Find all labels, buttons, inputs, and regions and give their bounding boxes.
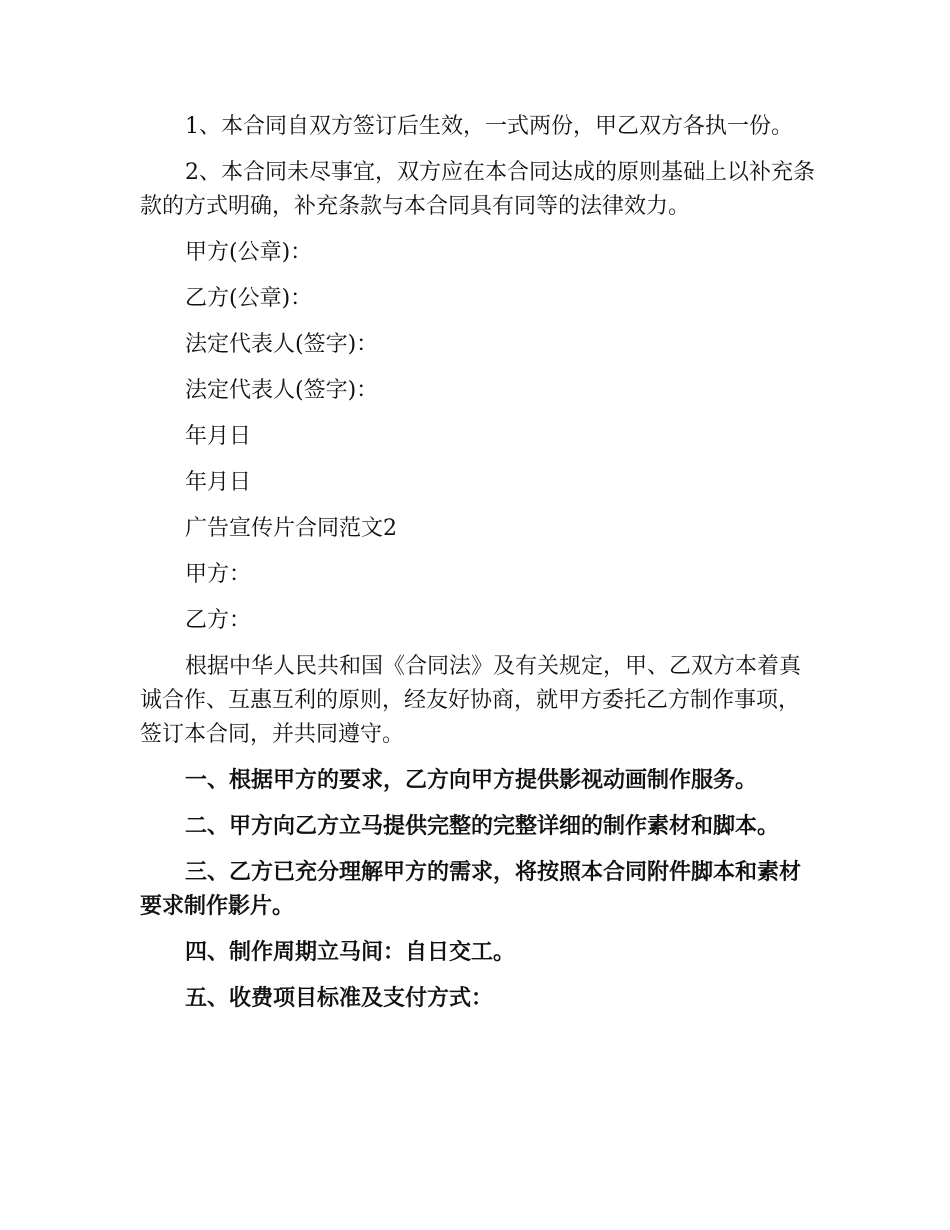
clause-supplement: 2、本合同未尽事宜，双方应在本合同达成的原则基础上以补充条款的方式明确，补充条款与本合同具有同等的法律效力。 (140, 160, 815, 219)
legal-rep-signature-b: 法定代表人(签字)： (185, 378, 379, 403)
article-4: 四、制作周期立马间：自日交工。 (185, 940, 516, 965)
article-2: 二、甲方向乙方立马提供完整的完整详细的制作素材和脚本。 (185, 814, 780, 839)
party-b-seal: 乙方(公章)： (185, 286, 313, 311)
clause-effective: 1、本合同自双方签订后生效，一式两份，甲乙双方各执一份。 (185, 114, 793, 139)
article-1: 一、根据甲方的要求，乙方向甲方提供影视动画制作服务。 (185, 768, 758, 793)
article-3: 三、乙方已充分理解甲方的需求，将按照本合同附件脚本和素材要求制作影片。 (140, 860, 802, 919)
section-title: 广告宣传片合同范文2 (185, 516, 397, 541)
party-a-seal: 甲方(公章)： (185, 240, 313, 265)
preamble: 根据中华人民共和国《合同法》及有关规定，甲、乙双方本着真诚合作、互惠互利的原则，经友好协商，就甲方委托乙方制作事项，签订本合同，并共同遵守。 (140, 654, 802, 747)
article-5: 五、收费项目标准及支付方式： (185, 986, 494, 1011)
date-line-b: 年月日 (185, 470, 252, 495)
party-a-label: 甲方： (185, 562, 252, 587)
party-b-label: 乙方： (185, 608, 252, 633)
document-body (140, 110, 820, 1028)
date-line-a: 年月日 (185, 424, 252, 449)
legal-rep-signature-a: 法定代表人(签字)： (185, 332, 379, 357)
